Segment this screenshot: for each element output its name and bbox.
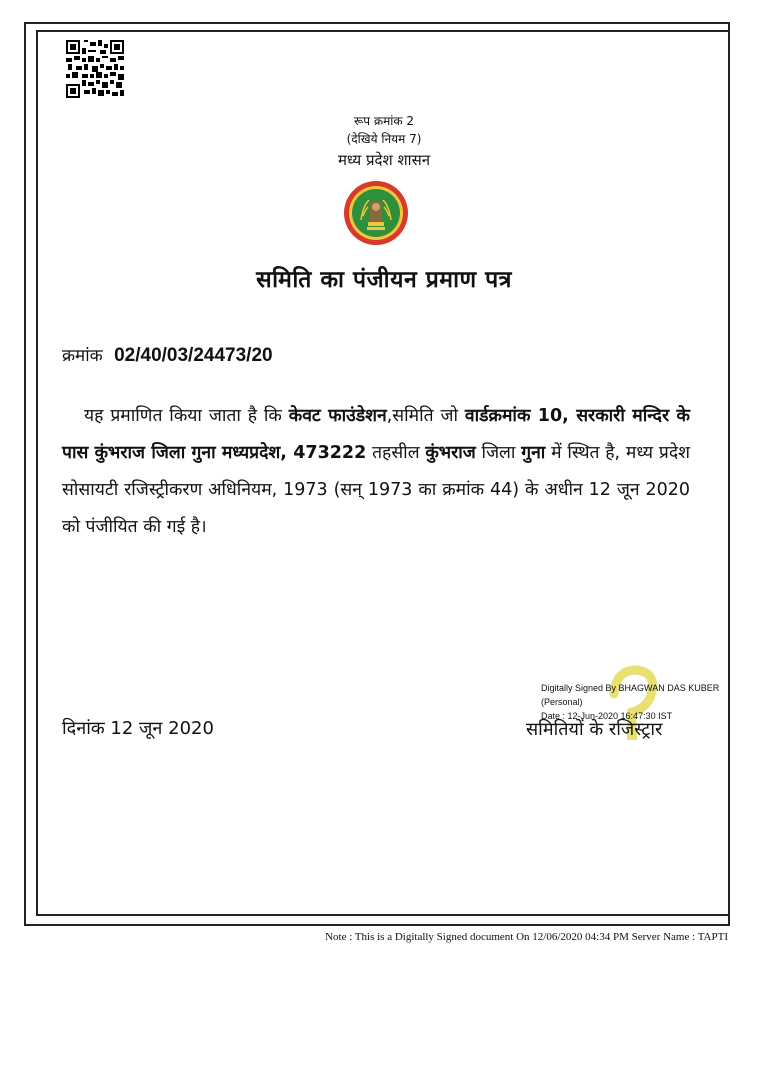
issue-date: दिनांक 12 जून 2020: [62, 718, 214, 739]
body-text-2: ,समिति जो: [386, 406, 465, 426]
body-text-6: को पंजीयित की गई है।: [62, 517, 207, 537]
body-text-5: में स्थित है, मध्य प्रदेश सोसायटी रजिस्ट्रीकरण अधिनियम, 1973 (सन् 1973 का क्रमांक 44) के अधीन: [62, 443, 691, 500]
body-text-1: यह प्रमाणित किया जाता है कि: [84, 406, 289, 426]
form-number: रूप क्रमांक 2: [353, 114, 415, 128]
serial-label: क्रमांक: [62, 346, 103, 366]
rule-reference: (देखिये नियम 7): [346, 132, 422, 146]
society-name: केवट फाउंडेशन: [288, 406, 387, 426]
signature-date: Date : 12-Jun-2020 16:47:30 IST: [541, 711, 673, 721]
registration-date: 12 जून 2020: [588, 480, 690, 500]
registrar-designation: समितियों के रजिस्ट्रार: [526, 719, 663, 740]
society-address: वार्डक्रमांक 10, सरकारी मन्दिर के पास कुंभराज जिला गुना मध्यप्रदेश, 473222: [62, 406, 690, 463]
signed-by: Digitally Signed By BHAGWAN DAS KUBER: [541, 683, 720, 693]
tehsil-name: कुंभराज: [425, 443, 476, 463]
certificate-body: [62, 398, 690, 546]
serial-number: 02/40/03/24473/20: [114, 345, 273, 366]
body-text-4: जिला: [475, 443, 522, 463]
body-text-3: तहसील: [366, 443, 426, 463]
footer-note: Note : This is a Digitally Signed document On 12/06/2020 04:34 PM Server Name : TAPTI: [325, 931, 728, 943]
serial-number-line: [62, 343, 273, 367]
qr-code-icon: [66, 40, 124, 98]
government-name: मध्य प्रदेश शासन: [337, 151, 431, 169]
district-name: गुना: [521, 443, 546, 463]
certificate-title: समिति का पंजीयन प्रमाण पत्र: [256, 267, 512, 293]
signature-type: (Personal): [541, 697, 583, 707]
mp-government-emblem-icon: [343, 180, 409, 246]
